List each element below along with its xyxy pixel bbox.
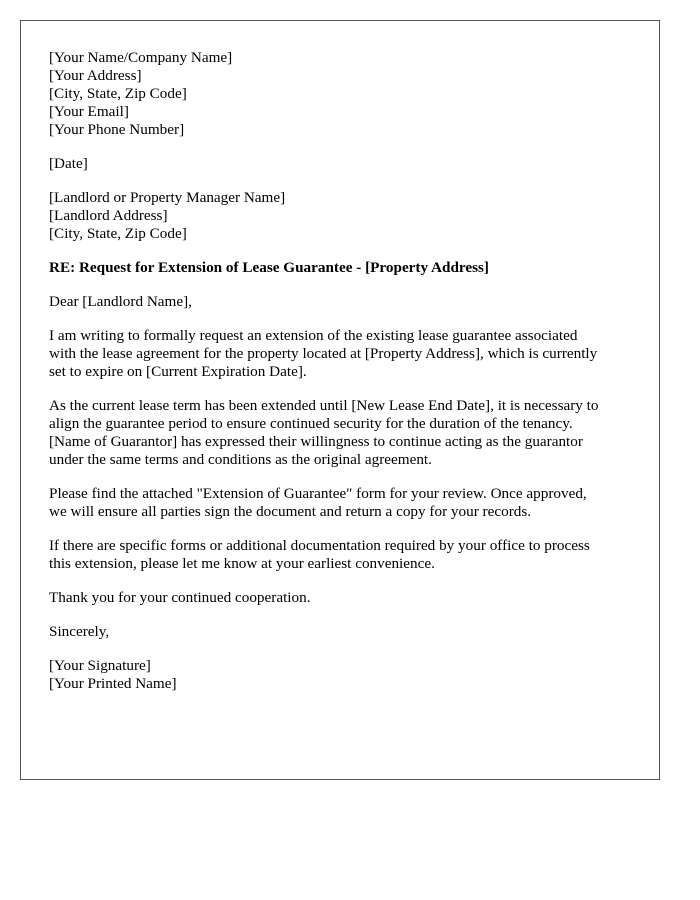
sender-block xyxy=(49,49,631,139)
sender-name: [Your Name/Company Name] xyxy=(49,49,233,66)
recipient-city-state-zip: [City, State, Zip Code] xyxy=(49,225,187,242)
printed-name: [Your Printed Name] xyxy=(49,675,177,692)
recipient-name: [Landlord or Property Manager Name] xyxy=(49,189,286,206)
subject-line: RE: Request for Extension of Lease Guarantee - [Property Address] xyxy=(49,259,489,276)
recipient-address: [Landlord Address] xyxy=(49,207,168,224)
body-paragraph-3 xyxy=(49,485,631,521)
paragraph-line: I am writing to formally request an extension of the existing lease guarantee associated xyxy=(49,327,578,344)
sender-address: [Your Address] xyxy=(49,67,142,84)
paragraph-line: set to expire on [Current Expiration Date]. xyxy=(49,363,307,380)
thanks-line: Thank you for your continued cooperation. xyxy=(49,589,311,606)
paragraph-line: [Name of Guarantor] has expressed their willingness to continue acting as the guarantor xyxy=(49,433,583,450)
salutation: Dear [Landlord Name], xyxy=(49,293,192,310)
letter-page xyxy=(20,20,660,780)
body-paragraph-1 xyxy=(49,327,631,381)
letter-date: [Date] xyxy=(49,155,88,172)
body-paragraph-4 xyxy=(49,537,631,573)
paragraph-line: If there are specific forms or additional documentation required by your office to process xyxy=(49,537,590,554)
paragraph-line: with the lease agreement for the property located at [Property Address], which is currently xyxy=(49,345,598,362)
paragraph-line: As the current lease term has been extended until [New Lease End Date], it is necessary to xyxy=(49,397,599,414)
paragraph-line: this extension, please let me know at your earliest convenience. xyxy=(49,555,435,572)
paragraph-line: align the guarantee period to ensure continued security for the duration of the tenancy. xyxy=(49,415,573,432)
closing: Sincerely, xyxy=(49,623,110,640)
paragraph-line: Please find the attached "Extension of Guarantee" form for your review. Once approved, xyxy=(49,485,587,502)
signature-block xyxy=(49,657,631,693)
body-paragraph-2 xyxy=(49,397,631,469)
paragraph-line: under the same terms and conditions as the original agreement. xyxy=(49,451,432,468)
paragraph-line: we will ensure all parties sign the document and return a copy for your records. xyxy=(49,503,532,520)
recipient-block xyxy=(49,189,631,243)
sender-city-state-zip: [City, State, Zip Code] xyxy=(49,85,187,102)
sender-email: [Your Email] xyxy=(49,103,129,120)
sender-phone: [Your Phone Number] xyxy=(49,121,185,138)
signature-placeholder: [Your Signature] xyxy=(49,657,151,674)
date-block xyxy=(49,155,631,173)
